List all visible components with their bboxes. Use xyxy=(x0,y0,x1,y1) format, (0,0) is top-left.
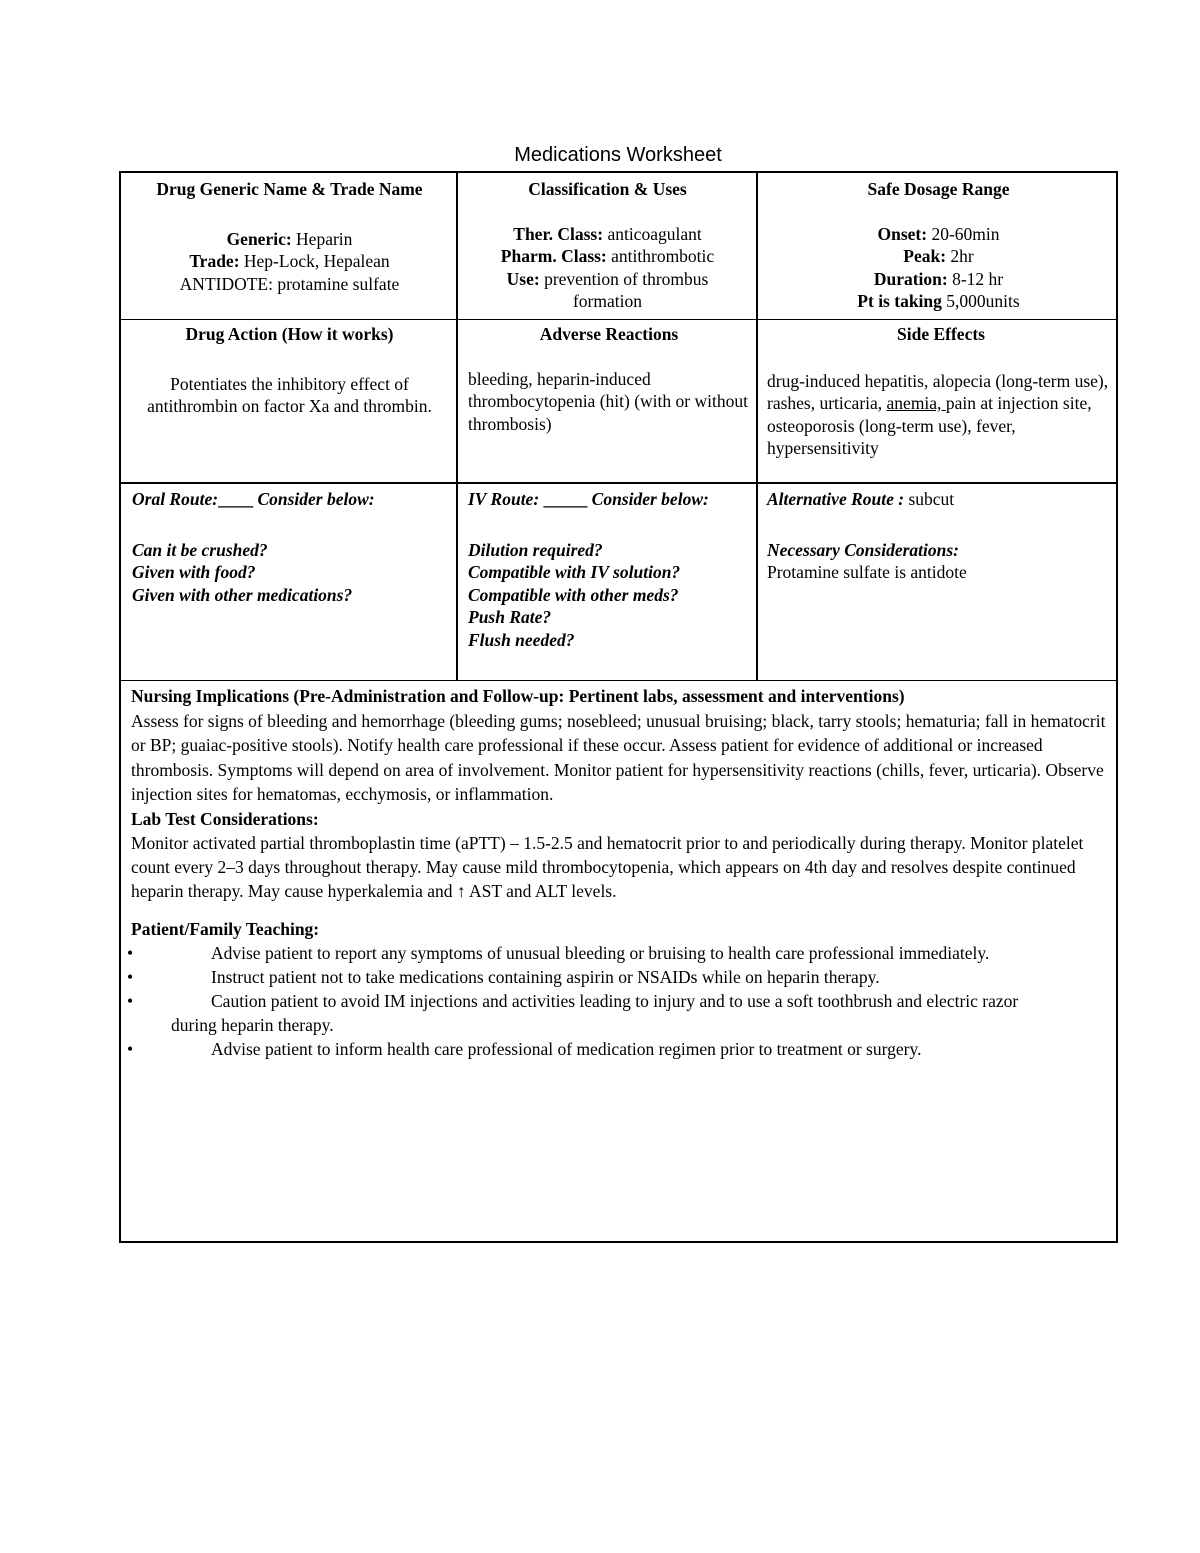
list-item: • Advise patient to report any symptoms of unusual bleeding or bruising to health care professional immediately. xyxy=(127,943,990,963)
considerations-label: Necessary Considerations: xyxy=(767,539,960,560)
row-divider-1 xyxy=(121,319,1116,320)
list-item: • Instruct patient not to take medications containing aspirin or NSAIDs while on heparin therapy. xyxy=(127,967,880,987)
bullet-icon: • xyxy=(127,967,134,987)
nursing-heading: Nursing Implications (Pre-Administration and Follow-up: Pertinent labs, assessment and interventions) xyxy=(131,686,905,706)
side-effects-text: drug-induced hepatitis, alopecia (long-term use), rashes, urticaria, anemia, pain at injection site, osteoporosis (long-term use), fever, hypersensitivity xyxy=(767,370,1109,458)
generic-trade-heading: Drug Generic Name & Trade Name xyxy=(156,179,423,199)
nursing-assessment: Assess for signs of bleeding and hemorrhage (bleeding gums; nosebleed; unusual bruising; black, tarry stools; hematuria; fall in hematocrit or BP; guaiac-positive stools). Notify health care professional if these occur. Assess patient for evidence of additional or increased thrombosis. Symptoms will depend on area of involvement. Monitor patient for hypersensitivity reactions (chills, fever, urticaria). Observe injection sites for hematomas, ecchymosis, or inflammation. xyxy=(131,710,1106,804)
nursing-implications-section xyxy=(127,684,1116,1061)
adverse-reactions-cell xyxy=(468,323,750,435)
medication-table xyxy=(119,171,1118,1243)
classification-heading: Classification & Uses xyxy=(528,179,687,199)
dosage-heading: Safe Dosage Range xyxy=(867,179,1010,199)
teaching-heading: Patient/Family Teaching: xyxy=(131,918,320,939)
alternative-route-cell xyxy=(767,488,1115,584)
pt-dose: Pt is taking 5,000units xyxy=(857,291,1020,311)
list-item: • Caution patient to avoid IM injections and activities leading to injury and to use a soft toothbrush and electric razor during heparin therapy. xyxy=(127,991,1019,1035)
onset: Onset: 20-60min xyxy=(877,223,1000,244)
trade-name: Trade: Hep-Lock, Hepalean xyxy=(189,251,390,271)
oral-question: Can it be crushed? xyxy=(132,539,268,560)
drug-action-cell xyxy=(125,323,454,418)
iv-question: Compatible with IV solution? xyxy=(468,562,681,582)
iv-question: Dilution required? xyxy=(468,539,603,560)
classification-cell xyxy=(461,178,754,313)
antidote: ANTIDOTE: protamine sulfate xyxy=(179,273,400,294)
pharmacologic-class: Pharm. Class: antithrombotic xyxy=(500,246,715,266)
oral-route-cell xyxy=(132,488,452,606)
iv-question: Push Rate? xyxy=(468,607,552,627)
worksheet-title: Medications Worksheet xyxy=(514,144,722,166)
generic-trade-cell xyxy=(125,178,454,295)
lab-text: Monitor activated partial thromboplastin time (aPTT) – 1.5-2.5 and hematocrit prior to and periodically during therapy. Monitor platelet count every 2–3 days throughout therapy. May cause mild thrombocytopenia, which appears on 4th day and resolves despite continued heparin therapy. May cause hyperkalemia and ↑ AST and ALT levels. xyxy=(131,832,1084,901)
oral-question: Given with other medications? xyxy=(132,584,353,605)
drug-action-text: Potentiates the inhibitory effect of antithrombin on factor Xa and thrombin. xyxy=(147,373,432,416)
adverse-reactions-text: bleeding, heparin-induced thrombocytopenia (hit) (with or without thrombosis) xyxy=(468,368,748,434)
drug-action-heading: Drug Action (How it works) xyxy=(185,324,394,344)
bullet-icon: • xyxy=(127,991,134,1011)
peak: Peak: 2hr xyxy=(903,246,974,266)
therapeutic-class: Ther. Class: anticoagulant xyxy=(513,223,702,244)
lab-heading: Lab Test Considerations: xyxy=(131,808,319,829)
adverse-reactions-heading: Adverse Reactions xyxy=(539,324,679,344)
duration: Duration: 8-12 hr xyxy=(873,268,1004,289)
row-divider-2 xyxy=(121,482,1116,484)
dosage-cell xyxy=(761,178,1116,313)
iv-question: Flush needed? xyxy=(468,629,575,650)
teaching-list xyxy=(127,941,1116,1061)
row-divider-3 xyxy=(121,680,1116,681)
column-divider-1 xyxy=(456,173,458,680)
side-effects-heading: Side Effects xyxy=(897,324,985,344)
side-effects-cell xyxy=(767,323,1115,460)
generic-name: Generic: Heparin xyxy=(226,228,353,249)
oral-question: Given with food? xyxy=(132,562,256,582)
column-divider-2 xyxy=(756,173,758,680)
iv-route-heading: IV Route: _____ Consider below: xyxy=(468,489,709,509)
oral-route-heading: Oral Route:____ Consider below: xyxy=(132,489,375,509)
iv-question: Compatible with other meds? xyxy=(468,584,679,605)
drug-use: Use: prevention of thrombus formation xyxy=(506,268,709,311)
bullet-icon: • xyxy=(127,943,134,963)
iv-route-cell xyxy=(468,488,752,651)
list-item: • Advise patient to inform health care professional of medication regimen prior to treatment or surgery. xyxy=(127,1039,922,1059)
considerations-value: Protamine sulfate is antidote xyxy=(767,562,967,582)
alternative-route-heading: Alternative Route : subcut xyxy=(767,489,955,509)
bullet-icon: • xyxy=(127,1039,134,1059)
